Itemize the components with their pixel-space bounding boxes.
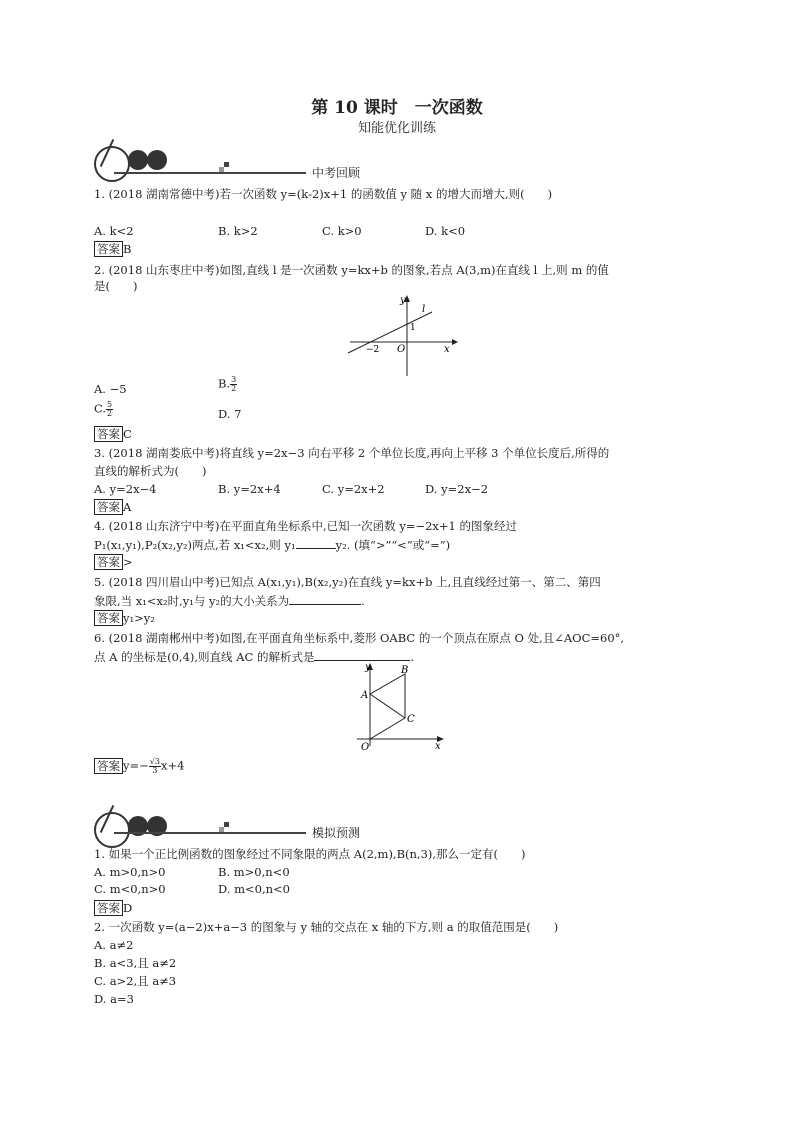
q2-option-a: A. −5 [94, 382, 127, 396]
p2-option-c: C. a>2,且 a≠3 [94, 974, 177, 988]
q2-option-d: D. 7 [218, 407, 242, 421]
question-2-text-line1: 2. (2018 山东枣庄中考)如图,直线 l 是一次函数 y=kx+b 的图象,若点 A(3,m)在直线 l 上,则 m 的值 [94, 263, 609, 277]
p1-option-d: D. m<0,n<0 [218, 882, 290, 896]
q1-option-d: D. k<0 [425, 224, 466, 238]
question-4-text-line1: 4. (2018 山东济宁中考)在平面直角坐标系中,已知一次函数 y=−2x+1 的图象经过 [94, 519, 518, 533]
q6-answer: 答案 y=− $\frac{√3}{3}$ x+4 [94, 758, 184, 775]
q3-answer [94, 501, 131, 515]
q2-option-b: B. $\frac{3}{2}$ [218, 375, 237, 393]
question-5-text-line1: 5. (2018 四川眉山中考)已知点 A(x₁,y₁),B(x₂,y₂)在直线 y=kx+b 上,且直线经过第一、第二、第四 [94, 575, 601, 589]
p1-option-b: B. m>0,n<0 [218, 865, 290, 879]
page-subtitle: 知能优化训练 [357, 121, 436, 136]
section-banner-review [94, 144, 384, 184]
p1-option-c: C. m<0,n>0 [94, 882, 166, 896]
answer-label: 答案 [94, 499, 123, 515]
banner-rule [114, 832, 306, 834]
q3-option-d: D. y=2x−2 [425, 482, 489, 496]
x-label: x [435, 741, 441, 752]
question-6-text-line1: 6. (2018 湖南郴州中考)如图,在平面直角坐标系中,菱形 OABC 的一个顶点在原点 O 处,且∠AOC=60°, [94, 631, 625, 645]
line-l [348, 312, 432, 353]
banner-rule [114, 172, 306, 174]
section-banner-practice [94, 810, 384, 850]
q1-option-c: C. k>0 [322, 224, 362, 238]
question-4-text-line2: P₁(x₁,y₁),P₂(x₂,y₂)两点,若 x₁<x₂,则 y₁ y₂. (填“>”“<”或“=”) [94, 538, 451, 552]
question-3-text-line2: 直线的解析式为( ) [94, 464, 207, 478]
answer-label: 答案 [94, 554, 123, 570]
section-label: 中考回顾 [312, 166, 361, 180]
answer-value: > [123, 555, 133, 569]
question-6-text-line2: 点 A 的坐标是(0,4),则直线 AC 的解析式是 . [94, 650, 415, 664]
section-label: 模拟预测 [312, 826, 361, 840]
intercept-label: 1 [410, 323, 416, 333]
p2-option-a: A. a≠2 [94, 938, 134, 952]
y-label: y [365, 662, 371, 673]
answer-label: 答案 [94, 610, 123, 626]
practice-question-1-text: 1. 如果一个正比例函数的图象经过不同象限的两点 A(2,m),B(n,3),那么一定有( ) [94, 847, 526, 861]
diagonal-ac [370, 694, 405, 718]
origin-label: O [361, 742, 370, 752]
q3-option-a: A. y=2x−4 [94, 482, 157, 496]
question-1-text: 1. (2018 湖南常德中考)若一次函数 y=(k-2)x+1 的函数值 y 随 x 的增大而增大,则( ) [94, 187, 553, 201]
q5-answer [94, 612, 155, 626]
p1-option-a: A. m>0,n>0 [94, 865, 166, 879]
answer-value: y₁>y₂ [123, 611, 155, 625]
answer-label: 答案 [94, 758, 123, 774]
y-label: y [400, 295, 406, 306]
q1-answer [94, 243, 131, 257]
question-2-text-line2: 是( ) [94, 279, 138, 293]
square-icon [224, 822, 229, 827]
answer-value: B [123, 242, 132, 256]
answer-label: 答案 [94, 241, 123, 257]
dot-icon [147, 150, 167, 170]
origin-label: O [397, 344, 406, 355]
answer-label: 答案 [94, 426, 123, 442]
question-3-text-line1: 3. (2018 湖南娄底中考)将直线 y=2x−3 向右平移 2 个单位长度,再向上平移 3 个单位长度后,所得的 [94, 446, 610, 460]
p2-option-b: B. a<3,且 a≠2 [94, 956, 177, 970]
practice-question-2-text: 2. 一次函数 y=(a−2)x+a−3 的图象与 y 轴的交点在 x 轴的下方,则 a 的取值范围是( ) [94, 920, 559, 934]
q2-answer [94, 428, 132, 442]
point-a-label: A [361, 690, 369, 701]
answer-value: C [123, 427, 132, 441]
x-axis-arrow [452, 339, 458, 345]
square-icon [224, 162, 229, 167]
p1-answer [94, 902, 132, 916]
answer-label: 答案 [94, 900, 123, 916]
p2-option-d: D. a=3 [94, 992, 134, 1006]
dot-icon [128, 150, 148, 170]
q1-option-b: B. k>2 [218, 224, 258, 238]
line-l-label: l [422, 304, 426, 315]
answer-blank [289, 594, 361, 605]
q2-figure [340, 290, 460, 380]
point-c-label: C [407, 714, 415, 725]
page-title: 第 10 课时 一次函数 [311, 98, 483, 118]
q2-option-c: C. $\frac{5}{2}$ [94, 400, 113, 418]
q1-option-a: A. k<2 [94, 224, 134, 238]
answer-value: A [123, 500, 132, 514]
x-intercept-label: −2 [366, 345, 380, 355]
q3-option-c: C. y=2x+2 [322, 482, 385, 496]
point-b-label: B [401, 665, 409, 676]
question-5-text-line2: 象限,当 x₁<x₂时,y₁与 y₂的大小关系为 . [94, 594, 365, 608]
x-label: x [444, 344, 450, 355]
answer-value: D [123, 901, 133, 915]
q6-figure [355, 660, 450, 752]
answer-blank [296, 538, 336, 549]
q4-answer [94, 556, 133, 570]
q3-option-b: B. y=2x+4 [218, 482, 281, 496]
